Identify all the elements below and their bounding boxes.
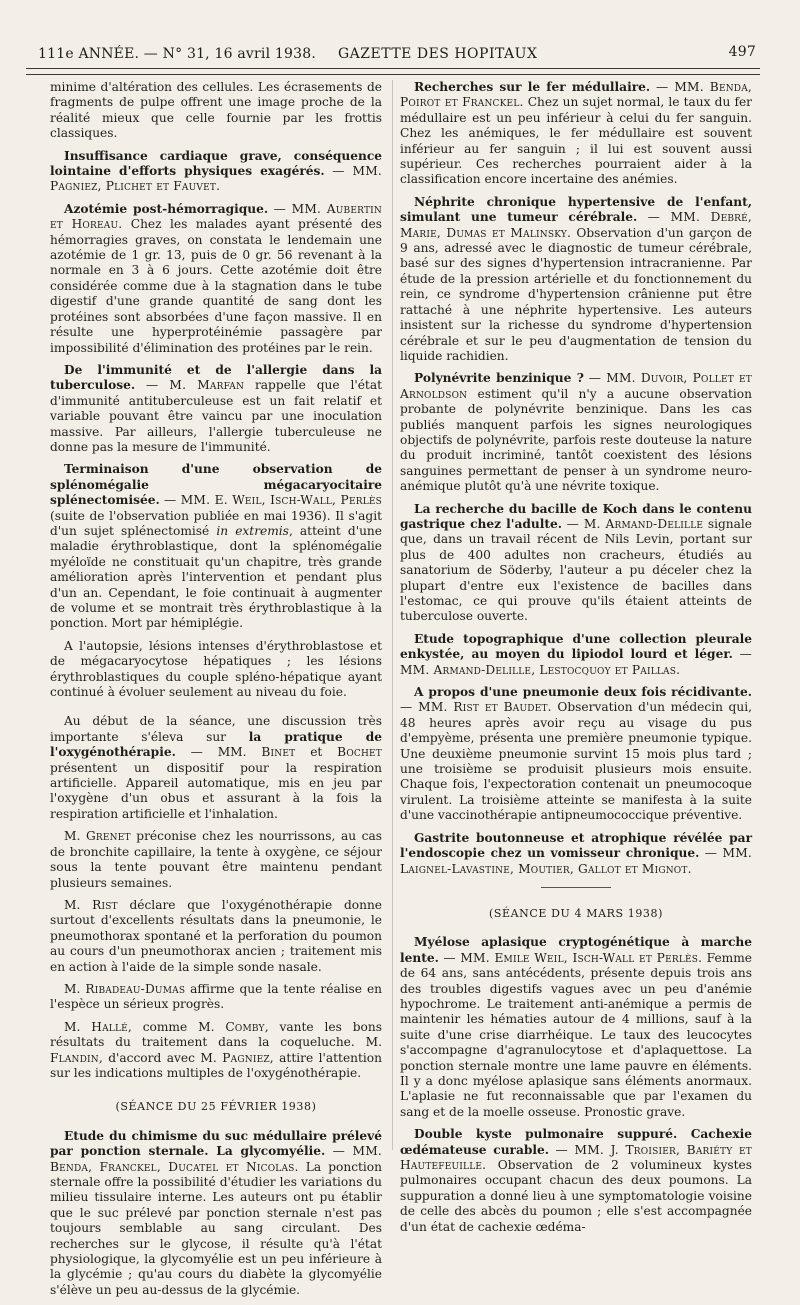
page-header xyxy=(28,44,760,66)
session-heading: (SÉANCE DU 25 FÉVRIER 1938) xyxy=(115,1100,317,1114)
abstract-entry: A propos d'une pneumonie deux fois récidivante. — MM. Rist et Baudet. Observation d'un médecin qui, 48 heures après avoir reçu au visage du pus d'empyème, présenta une première pneumonie typique. Une deuxième pneumonie survint 15 mois plus tard ; une troisième se produisit plusieurs mois ensuite. Chaque fois, l'expectoration contenait un pneumocoque virulent. La troisième atteinte se manifesta à la suite d'une vaccinothérapie antipneumococcique préventive. xyxy=(400,685,752,823)
abstract-title: Myélose aplasique cryptogénétique à marche lente. xyxy=(400,935,752,965)
abstract-entry: Terminaison d'une observation de splénomégalie mégacaryocitaire splénectomisée. — MM. E. Weil, Isch-Wall, Perlès (suite de l'observation publiée en mai 1936). Il s'agit d'un sujet splénectomisé in extremis, atteint d'une maladie érythroblastique, dont la splénomégalie myéloïde ne constituait qu'un chapitre, très grande amélioration après l'intervention et pendant plus d'un an. Cependant, le foie continuait à augmenter de volume et se montrait très érythroblastique à la ponction. Mort par hémiplégie. xyxy=(50,462,383,631)
issue-info: 111e ANNÉE. — N° 31, 16 avril 1938. xyxy=(38,46,316,62)
abstract-title: Gastrite boutonneuse et atrophique révélée par l'endoscopie chez un vomisseur chronique. xyxy=(400,830,752,861)
header-rule-bottom xyxy=(26,74,760,75)
abstract-entry: De l'immunité et de l'allergie dans la tuberculose. — M. Marfan rappelle que l'état d'immunité antituberculeuse est un fait relatif et variable pouvant être vaincu par une inoculation massive. Par ailleurs, l'allergie tuberculeuse ne donne pas la mesure de l'immunité. xyxy=(50,362,382,454)
abstract-entry: Etude du chimisme du suc médullaire prélevé par ponction sternale. La glycomyélie. — MM. Benda, Franckel, Ducatel et Nicolas. La ponction sternale offre la possibilité d'étudier les variations du milieu tissulaire interne. Les auteurs ont pu établir que le suc prélevé par ponction sternale n'est pas toujours semblable au sang circulant. Des recherches sur le glycose, il résulte qu'à l'état physiologique, la glycomyélie est un peu inférieure à la glycémie ; qu'au cours du diabète la glycomyélie s'élève un peu au-dessus de la glycémie. xyxy=(50,1128,382,1297)
paragraph: A l'autopsie, lésions intenses d'érythroblastose et de mégacaryocytose hépatiques ; les lésions érythroblastiques du couple spléno-hépatique ayant continué à évoluer seulement au niveau du foie. xyxy=(50,638,382,700)
abstract-title: Insuffisance cardiaque grave, conséquence lointaine d'efforts physiques exagérés. xyxy=(50,148,382,179)
abstract-title: Etude topographique d'une collection pleurale enkystée, au moyen du lipiodol lourd et léger. xyxy=(400,631,752,662)
paragraph: M. Rist déclare que l'oxygénothérapie donne surtout d'excellents résultats dans la pneumonie, le pneumothorax spontané et la perforation du poumon au cours d'un pneumothorax ancien ; traitement mis en action à l'aide de la simple sonde nasale. xyxy=(50,897,383,974)
abstract-entry: Polynévrite benzinique ? — MM. Duvoir, Pollet et Arnoldson estiment qu'il n'y a aucune observation probante de polynévrite benzinique. Dans les cas publiés manquent parfois les signes neurologiques objectifs de polynévrite, parfois reste douteuse la nature du produit incriminé, tantôt coexistent des lésions sanguines permettant de penser à un syndrome neuro-anémique plutôt qu'à une névrite toxique. xyxy=(400,371,753,494)
abstract-entry: Néphrite chronique hypertensive de l'enfant, simulant une tumeur cérébrale. — MM. Debré, Marie, Dumas et Malinsky. Observation d'un garçon de 9 ans, adressé avec le diagnostic de tumeur cérébrale, basé sur des signes d'hypertension intracranienne. Par étude de la pression artérielle et du fonctionnement du rein, ce syndrome d'hypertension crânienne put être rattaché à une néphrite hypertensive. Les auteurs insistent sur la richesse du syndrome d'hypertension cérébrale et sur le peu d'augmentation de tension du liquide rachidien. xyxy=(400,194,753,363)
abstract-title: Azotémie post-hémorragique. xyxy=(64,201,269,216)
abstract-title: Polynévrite benzinique ? xyxy=(414,371,584,386)
abstract-entry: Gastrite boutonneuse et atrophique révélée par l'endoscopie chez un vomisseur chronique. — MM. Laignel-Lavastine, Moutier, Gallot et Mignot. xyxy=(400,830,752,876)
header-rule-top xyxy=(26,68,760,69)
paragraph: M. Grenet préconise chez les nourrissons, au cas de bronchite capillaire, la tente à oxygène, ce séjour sous la tente pouvant être maintenu pendant plusieurs semaines. xyxy=(50,829,382,890)
paragraph: minime d'altération des cellules. Les écrasements de fragments de pulpe offrent une image proche de la réalité mieux que celle fournie par les frottis classiques. xyxy=(50,80,382,141)
abstract-title: A propos d'une pneumonie deux fois récidivante. xyxy=(414,685,752,700)
abstract-entry: Azotémie post-hémorragique. — MM. Aubertin et Horeau. Chez les malades ayant présenté des hémorragies graves, on constata le lendemain une azotémie de 1 gr. 13, puis de 0 gr. 56 revenant à la normale en 3 à 6 jours. Cette azotémie doit être considérée comme due à la stagnation dans le tube digestif d'une grande quantité de sang dont les protéines sont absorbées d'une façon massive. Il en résulte une hyperprotéinémie passagère par impossibilité d'élimination des protéines par le rein. xyxy=(50,201,383,355)
abstract-title: Néphrite chronique hypertensive de l'enfant, simulant une tumeur cérébrale. xyxy=(400,194,752,225)
abstract-entry: Insuffisance cardiaque grave, conséquence lointaine d'efforts physiques exagérés. — MM. Pagniez, Plichet et Fauvet. xyxy=(50,148,382,194)
paragraph: M. Hallé, comme M. Comby, vante les bons résultats du traitement dans la coqueluche. M. Flandin, d'accord avec M. Pagniez, attire l'attention sur les indications multiples de l'oxygénothérapie. xyxy=(50,1019,382,1080)
paragraph: Au début de la séance, une discussion très importante s'éleva sur la pratique de l'oxygénothérapie. — MM. Binet et Bochet présentent un dispositif pour la respiration artificielle. Appareil automatique, mis en jeu par l'oxygène d'un obus et assurant à la fois la respiration artificielle et l'inhalation. xyxy=(50,714,383,821)
paragraph: M. Ribadeau-Dumas affirme que la tente réalise en l'espèce un sérieux progrès. xyxy=(50,981,383,1012)
abstract-title: Etude du chimisme du suc médullaire prélevé par ponction sternale. La glycomyélie. xyxy=(50,1128,382,1159)
session-heading: (SÉANCE DU 4 MARS 1938) xyxy=(488,906,664,920)
abstract-title: Recherches sur le fer médullaire. xyxy=(414,80,651,94)
abstract-entry: Double kyste pulmonaire suppuré. Cachexie œdémateuse curable. — MM. J. Troisier, Bariéty et Hautefeuille. Observation de 2 volumineux kystes pulmonaires occupant chacun des deux poumons. La suppuration a donné lieu à une symptomatologie voisine de celle des abcès du poumon ; elle s'est accompagnée d'un état de cachexie œdéma- xyxy=(400,1127,752,1234)
abstract-title: Terminaison d'une observation de splénomégalie mégacaryocitaire splénectomisée. xyxy=(50,462,382,508)
abstract-title: De l'immunité et de l'allergie dans la tuberculose. xyxy=(50,362,382,393)
page-number: 497 xyxy=(728,44,756,60)
left-column xyxy=(50,80,382,1305)
column-separator xyxy=(392,80,393,1150)
abstract-title: La recherche du bacille de Koch dans le contenu gastrique chez l'adulte. xyxy=(400,501,752,531)
right-column xyxy=(400,80,752,1242)
section-divider xyxy=(541,887,611,888)
journal-title: GAZETTE DES HOPITAUX xyxy=(338,46,538,62)
abstract-entry: Recherches sur le fer médullaire. — MM. Benda, Poirot et Franckel. Chez un sujet normal, le taux du fer médullaire est un peu inférieur à celui du fer sanguin. Chez les anémiques, le fer médullaire est souvent inférieur au fer sanguin ; il lui est souvent aussi supérieur. Ces recherches pourraient aider à la classification encore incertaine des anémies. xyxy=(400,80,752,187)
abstract-entry: La recherche du bacille de Koch dans le contenu gastrique chez l'adulte. — M. Armand-Delille signale que, dans un travail récent de Nils Levin, portant sur plus de 400 adultes non cracheurs, étudiés au sanatorium de Söderby, l'auteur a pu déceler chez la plupart d'entre eux l'existence de bacilles dans l'estomac, ce qui prouve qu'ils étaient atteints de tuberculose ouverte. xyxy=(400,501,753,624)
abstract-title: Double kyste pulmonaire suppuré. Cachexie œdémateuse curable. xyxy=(400,1127,752,1157)
abstract-entry: Myélose aplasique cryptogénétique à marche lente. — MM. Emile Weil, Isch-Wall et Perlès. Femme de 64 ans, sans antécédents, présente depuis trois ans des troubles digestifs vagues avec un peu d'anémie hypochrome. Le traitement anti-anémique a permis de maintenir les hématies autour de 4 millions, sauf à la suite d'une crise diarrhéique. Le taux des leucocytes s'accompagne d'agranulocytose et d'aplaquettose. La ponction sternale montre une lame pauvre en éléments. Il y a donc myélose aplasique sans éléments anormaux. L'aplasie ne fut reconnaissable que par l'examen du sang et de la moelle osseuse. Pronostic grave. xyxy=(400,935,752,1119)
abstract-entry: Etude topographique d'une collection pleurale enkystée, au moyen du lipiodol lourd et léger. — MM. Armand-Delille, Lestocquoy et Paillas. xyxy=(400,631,753,677)
